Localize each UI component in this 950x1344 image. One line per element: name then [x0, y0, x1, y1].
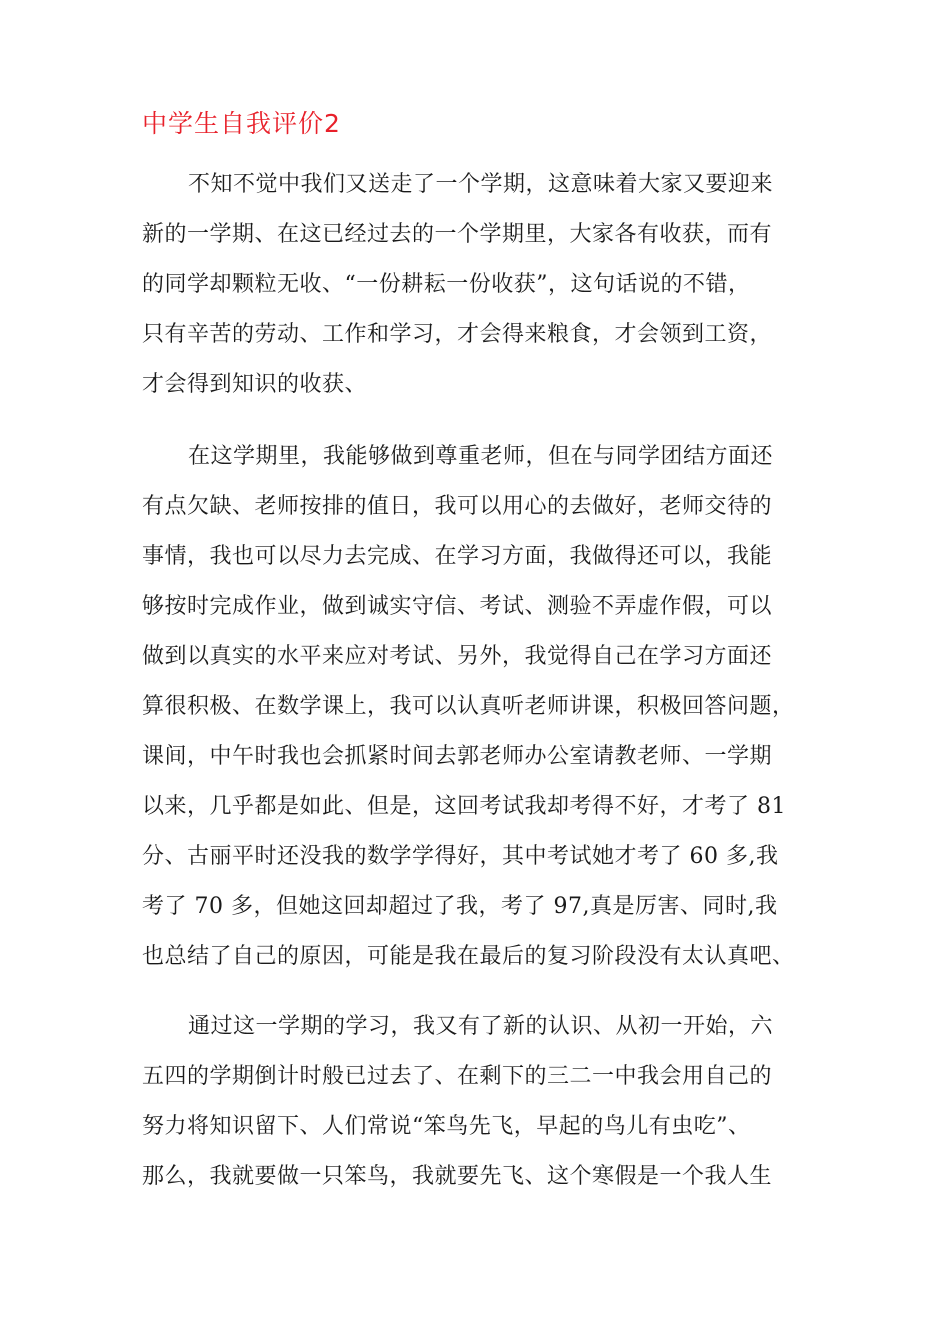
paragraph-line: 五四的学期倒计时般已过去了、在剩下的三二一中我会用自己的	[142, 1064, 773, 1089]
paragraph-line: 新的一学期、在这已经过去的一个学期里，大家各有收获，而有	[142, 222, 773, 247]
paragraph-line: 那么，我就要做一只笨鸟，我就要先飞、这个寒假是一个我人生	[142, 1164, 773, 1189]
paragraph-line: 做到以真实的水平来应对考试、另外，我觉得自己在学习方面还	[142, 644, 773, 669]
paragraph-line: 才会得到知识的收获、	[142, 372, 368, 397]
paragraph-line: 事情，我也可以尽力去完成、在学习方面，我做得还可以，我能	[142, 544, 773, 569]
paragraph-2	[142, 432, 822, 982]
paragraph-1	[142, 160, 822, 410]
paragraph-3	[142, 1002, 822, 1202]
paragraph-line: 算很积极、在数学课上，我可以认真听老师讲课，积极回答问题，	[142, 694, 795, 719]
paragraph-line: 也总结了自己的原因，可能是我在最后的复习阶段没有太认真吧、	[142, 944, 795, 969]
paragraph-line: 在这学期里，我能够做到尊重老师，但在与同学团结方面还	[188, 444, 774, 469]
paragraph-line: 课间，中午时我也会抓紧时间去郭老师办公室请教老师、一学期	[142, 744, 773, 769]
paragraph-line: 不知不觉中我们又送走了一个学期，这意味着大家又要迎来	[188, 172, 774, 197]
paragraph-line: 够按时完成作业，做到诚实守信、考试、测验不弄虚作假，可以	[142, 594, 773, 619]
paragraph-line: 分、古丽平时还没我的数学学得好，其中考试她才考了 60 多,我	[142, 844, 779, 869]
paragraph-line: 只有辛苦的劳动、工作和学习，才会得来粮食，才会领到工资，	[142, 322, 773, 347]
paragraph-line: 有点欠缺、老师按排的值日，我可以用心的去做好，老师交待的	[142, 494, 773, 519]
paragraph-line: 以来，几乎都是如此、但是，这回考试我却考得不好，才考了 81	[142, 794, 786, 819]
paragraph-line: 的同学却颗粒无收、“一份耕耘一份收获”，这句话说的不错，	[142, 272, 751, 297]
document-title: 中学生自我评价2	[142, 109, 341, 138]
paragraph-line: 努力将知识留下、人们常说“笨鸟先飞，早起的鸟儿有虫吃”、	[142, 1114, 751, 1139]
paragraph-line: 通过这一学期的学习，我又有了新的认识、从初一开始，六	[188, 1014, 774, 1039]
paragraph-line: 考了 70 多，但她这回却超过了我，考了 97,真是厉害、同时,我	[142, 894, 778, 919]
